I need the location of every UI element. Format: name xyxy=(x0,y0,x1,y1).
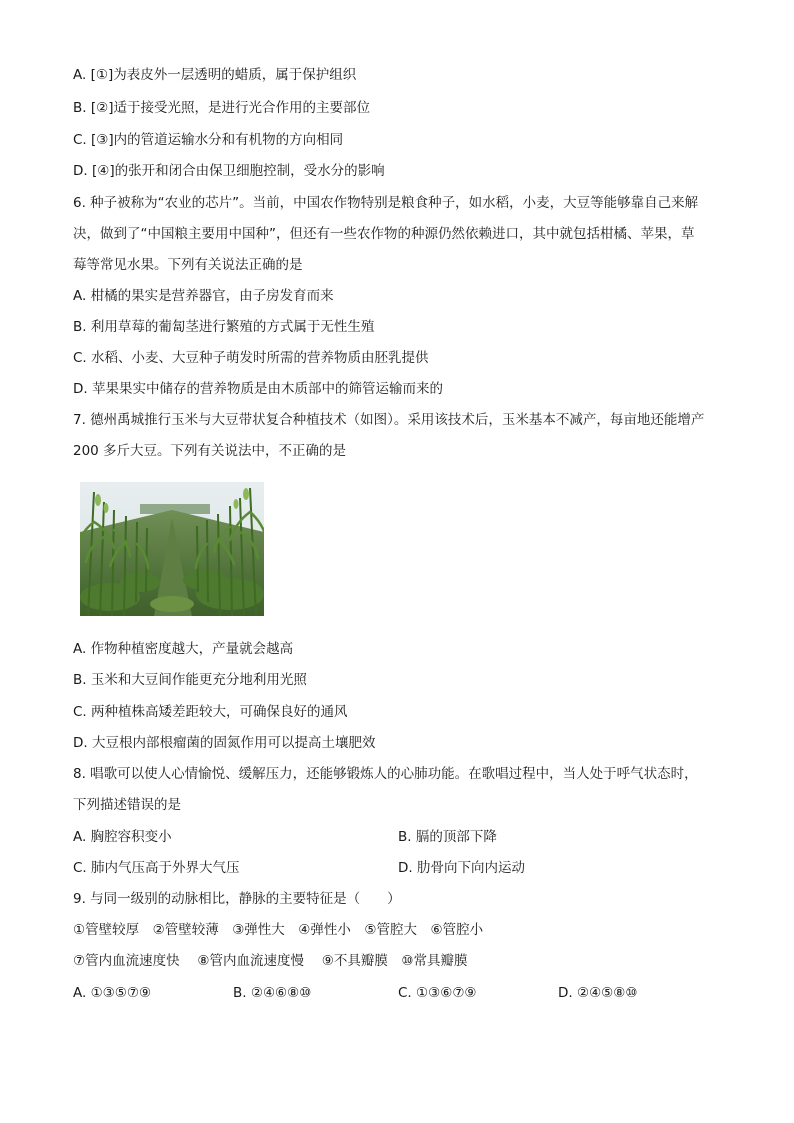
q6-option-c: C. 水稻、小麦、大豆种子萌发时所需的营养物质由胚乳提供 xyxy=(73,350,429,366)
q5-option-b: B. [②]适于接受光照，是进行光合作用的主要部位 xyxy=(73,100,370,116)
q6-stem-line-3: 莓等常见水果。下列有关说法正确的是 xyxy=(73,257,303,273)
q8-stem-line-1: 8. 唱歌可以使人心情愉悦、缓解压力，还能够锻炼人的心肺功能。在歌唱过程中，当人处于呼气状态时， xyxy=(73,766,698,782)
q8-option-b: B. 膈的顶部下降 xyxy=(398,829,497,845)
q5-option-d: D. [④]的张开和闭合由保卫细胞控制，受水分的影响 xyxy=(73,163,385,179)
q6-option-d: D. 苹果果实中储存的营养物质是由木质部中的筛管运输而来的 xyxy=(73,381,443,397)
q7-option-b: B. 玉米和大豆间作能更充分地利用光照 xyxy=(73,672,307,688)
q9-stem-line-2: ①管壁较厚 ②管壁较薄 ③弹性大 ④弹性小 ⑤管腔大 ⑥管腔小 xyxy=(73,922,484,938)
q8-stem-line-2: 下列描述错误的是 xyxy=(73,797,181,813)
q7-option-d: D. 大豆根内部根瘤菌的固氮作用可以提高土壤肥效 xyxy=(73,735,376,751)
q6-stem-line-2: 决，做到了“中国粮主要用中国种”，但还有一些农作物的种源仍然依赖进口，其中就包括柑橘、苹果，草 xyxy=(73,226,695,242)
q9-stem-line-1: 9. 与同一级别的动脉相比，静脉的主要特征是（ ） xyxy=(73,891,401,907)
q6-stem-line-1: 6. 种子被称为“农业的芯片”。当前，中国农作物特别是粮食种子，如水稻，小麦，大豆等能够靠自己来解 xyxy=(73,195,699,211)
q7-option-c: C. 两种植株高矮差距较大，可确保良好的通风 xyxy=(73,704,348,720)
q7-option-a: A. 作物种植密度越大，产量就会越高 xyxy=(73,641,294,657)
q6-option-b: B. 利用草莓的葡匐茎进行繁殖的方式属于无性生殖 xyxy=(73,319,375,335)
q7-stem-line-1: 7. 德州禹城推行玉米与大豆带状复合种植技术（如图）。采用该技术后，玉米基本不减产，每亩地还能增产 xyxy=(73,412,705,428)
q9-stem-line-3: ⑦管内血流速度快 ⑧管内血流速度慢 ⑨不具瓣膜 ⑩常具瓣膜 xyxy=(73,953,468,969)
q8-option-c: C. 肺内气压高于外界大气压 xyxy=(73,860,240,876)
q9-option-a: A. ①③⑤⑦⑨ xyxy=(73,985,152,1001)
q8-option-a: A. 胸腔容积变小 xyxy=(73,829,172,845)
q7-stem-line-2: 200 多斤大豆。下列有关说法中，不正确的是 xyxy=(73,443,347,459)
q9-option-d: D. ②④⑤⑧⑩ xyxy=(558,985,638,1001)
q9-option-c: C. ①③⑥⑦⑨ xyxy=(398,985,477,1001)
q5-option-c: C. [③]内的管道运输水分和有机物的方向相同 xyxy=(73,132,344,148)
q8-option-d: D. 肋骨向下向内运动 xyxy=(398,860,525,876)
q9-option-b: B. ②④⑥⑧⑩ xyxy=(233,985,312,1001)
q6-option-a: A. 柑橘的果实是营养器官，由子房发育而来 xyxy=(73,288,334,304)
corn-soybean-field-photo xyxy=(80,482,264,616)
q5-option-a: A. [①]为表皮外一层透明的蜡质，属于保护组织 xyxy=(73,67,357,83)
